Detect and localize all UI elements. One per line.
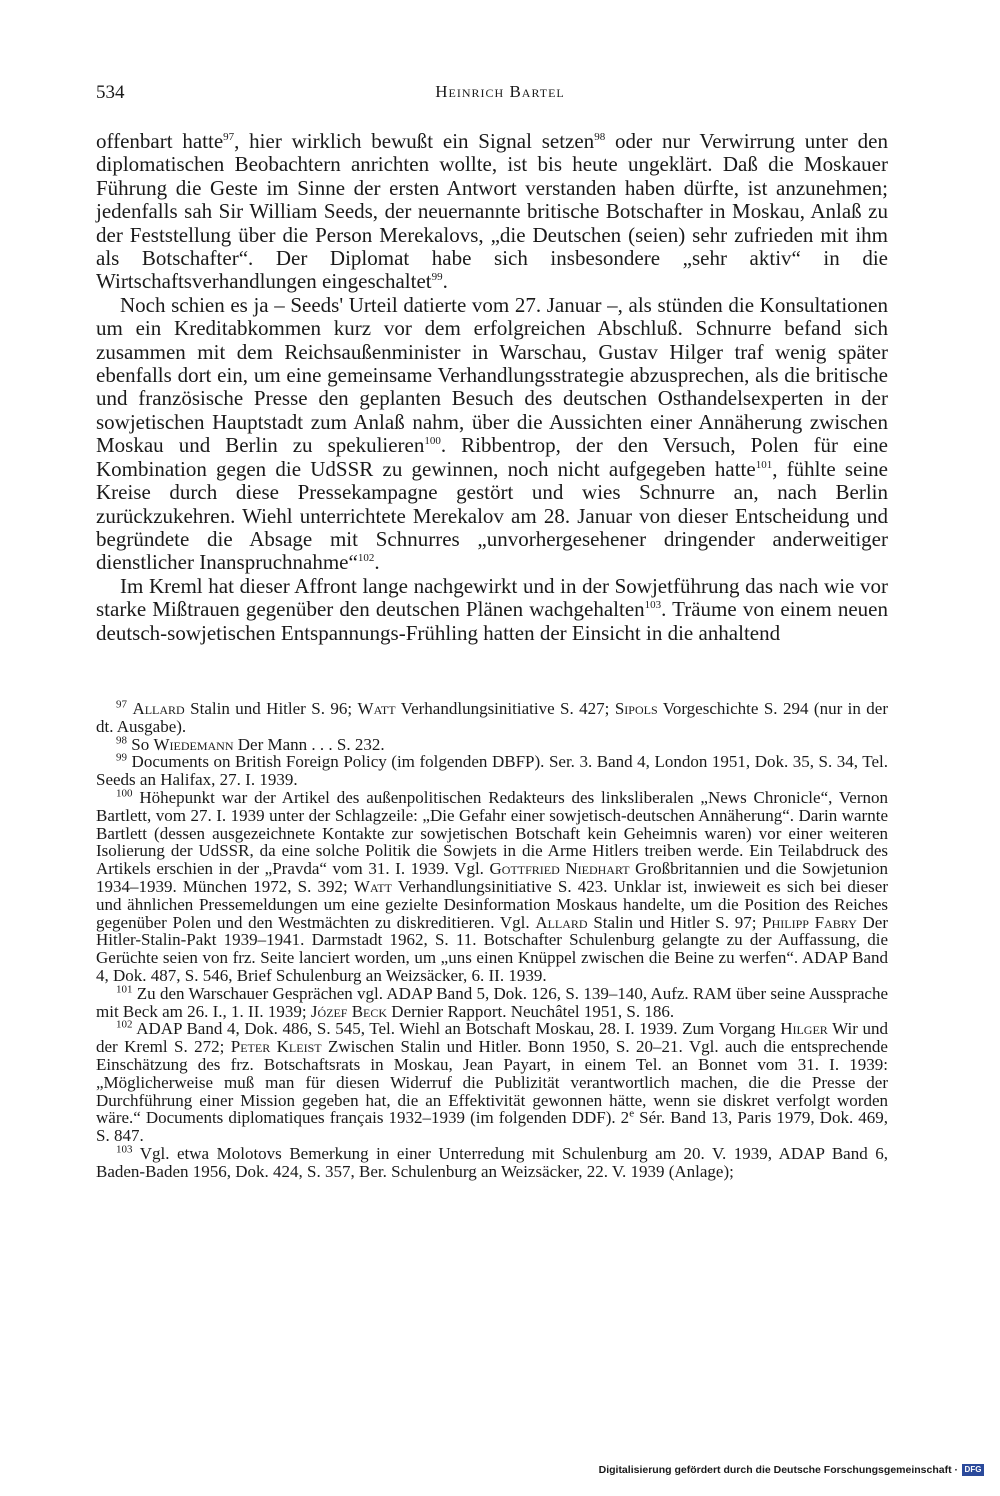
footnotes <box>96 700 888 1181</box>
author-name: Watt <box>357 699 396 718</box>
footnote-ref[interactable]: 103 <box>644 599 662 612</box>
footnote-number: 101 <box>116 983 133 996</box>
author-name: Philipp Fabry <box>762 912 857 932</box>
author-name: Hilger <box>780 1019 828 1039</box>
text: Dernier Rapport. Neuchâtel 1951, S. 186. <box>387 1001 675 1021</box>
author-name: Allard <box>132 699 185 718</box>
body-text <box>96 130 888 645</box>
dfg-logo-icon: DFG <box>962 1464 984 1476</box>
superscript: e <box>629 1107 635 1120</box>
text: ADAP Band 4, Dok. 486, S. 545, Tel. Wiehl an Botschaft Moskau, 28. I. 1939. Zum Vorgang <box>136 1019 781 1039</box>
footnote-ref[interactable]: 98 <box>594 131 606 143</box>
text: . <box>374 550 380 575</box>
text: . Träume von einem neuen deutsch-sowjetischen Entspannungs-Frühling hatten der Einsicht in die anhaltend <box>96 597 888 645</box>
footnote-ref[interactable]: 97 <box>223 131 235 143</box>
footnote-number: 100 <box>116 787 133 800</box>
text: Der Hitler-Stalin-Pakt 1939–1941. Darmstadt 1962, S. 11. Botschafter Schulenburg gelangte zu der Auffassung, die Gerüchte seien von frz. Seite lanciert worden, um „uns einen Knüppel zwischen die Beine zu werfen“. ADAP Band 4, Dok. 487, S. 546, Brief Schulenburg an Weizsäcker, 6. II. 1939. <box>96 912 888 985</box>
text: Vgl. etwa Molotovs Bemerkung in einer Unterredung mit Schulenburg am 20. V. 1939, ADAP Band 6, Baden-Baden 1956, Dok. 424, S. 357, Ber. Schulenburg an Weizsäcker, 22. V. 1939 (Anlage); <box>96 1143 888 1181</box>
text: Stalin und Hitler S. 97; <box>587 912 763 932</box>
author-name: Wiedemann <box>153 734 234 754</box>
text: , fühlte seine Kreise durch diese Pressekampagne gestört und wies Schnurre an, nach Berlin zurückzukehren. Wiehl unterrichtete Merekalov am 28. Januar von dieser Entscheidung und begründete die Absage mit Schnurres „unvorhergesehener dringender anderweitiger dienstlicher Inanspruchnahme“ <box>96 456 888 575</box>
footnote-97 <box>96 700 888 736</box>
funding-footer <box>599 1464 984 1476</box>
running-head: Heinrich Bartel <box>435 82 565 101</box>
funding-note: Digitalisierung gefördert durch die Deutsche Forschungsgemeinschaft · <box>598 1464 958 1476</box>
footnote-103 <box>96 1145 888 1181</box>
footnote-ref[interactable]: 99 <box>431 271 443 284</box>
text: Noch schien es ja – Seeds' Urteil datierte vom 27. Januar –, als stünden die Konsultationen um ein Kreditabkommen kurz vor dem erfolgreichen Abschluß. Schnurre befand sich zusammen mit dem Reichsaußenminister in Warschau, Gustav Hilger traf wenig später ebenfalls dort ein, um eine gemeinsame Verhandlungsstrategie abzusprechen, als die britische und französische Presse den geplanten Besuch des deutschen Osthandelsexperten in der sowjetischen Hauptstadt zum Anlaß nahm, über die Aussichten einer Annäherung zwischen Moskau und Berlin zu spekulieren <box>96 292 888 458</box>
author-name: Watt <box>353 876 392 896</box>
text: Zu den Warschauer Gesprächen vgl. ADAP Band 5, Dok. 126, S. 139–140, Aufz. RAM über seine Aussprache mit Beck am 26. I., 1. II. 1939; <box>96 983 888 1021</box>
text: . <box>442 269 448 294</box>
footnote-ref[interactable]: 101 <box>755 458 773 471</box>
text: Der Mann . . . S. 232. <box>233 734 385 754</box>
footnote-number: 99 <box>116 751 127 764</box>
footnote-ref[interactable]: 102 <box>357 552 375 565</box>
author-name: Józef Beck <box>310 1001 388 1021</box>
footnote-102 <box>96 1020 888 1145</box>
footnote-101 <box>96 985 888 1021</box>
text: Großbritannien und die Sowjetunion 1934–1939. München 1972, S. 392; <box>96 859 888 896</box>
footnote-99 <box>96 753 888 789</box>
author-name: Sipols <box>614 699 658 718</box>
text: , hier wirklich bewußt ein Signal setzen <box>234 129 595 153</box>
text: Documents on British Foreign Policy (im folgenden DBFP). Ser. 3. Band 4, London 1951, Dok. 35, S. 34, Tel. Seeds an Halifax, 27. I. 1939. <box>96 752 888 790</box>
text: oder nur Verwirrung unter den diplomatischen Beobachtern anrichten wollte, ist bis heute ungeklärt. Daß die Moskauer Führung die Geste im Sinne der ersten Antwort verstanden haben dürfte, ist anzunehmen; jedenfalls sah Sir William Seeds, der neuernannte britische Botschafter in Moskau, Anlaß zu der Feststellung über die Person Merekalovs, „die Deutschen (seien) sehr zufrieden mit ihm als Botschafter“. Der Diplomat habe sich insbesondere „sehr aktiv“ in die Wirtschaftsverhandlungen eingeschaltet <box>96 129 888 294</box>
footnote-ref[interactable]: 100 <box>424 435 441 448</box>
footnote-100 <box>96 789 888 985</box>
author-name: Gottfried Niedhart <box>489 859 630 879</box>
footnote-number: 98 <box>116 733 127 746</box>
text: Vorgeschichte S. 294 (nur in der dt. Ausgabe). <box>96 699 889 736</box>
text: Verhandlungsinitiative S. 427; <box>395 699 615 718</box>
paragraph-2 <box>96 294 888 575</box>
footnote-number: 97 <box>116 698 127 711</box>
paragraph-3 <box>96 575 888 645</box>
text: Stalin und Hitler S. 96; <box>184 699 358 718</box>
footnote-98 <box>96 733 888 754</box>
text: Verhandlungsinitiative S. 423. Unklar ist, inwieweit es sich bei dieser und ähnlichen Pressemeldungen um eine gezielte Desinformation Moskaus handelte, um die Position des Reiches gegenüber Polen und den Westmächten zu diskreditieren. Vgl. <box>96 876 888 932</box>
text: offenbart hatte <box>96 129 224 153</box>
text: So <box>131 734 154 754</box>
text: Zwischen Stalin und Hitler. Bonn 1950, S. 20–21. Vgl. auch die entsprechende Einschätzung des frz. Botschaftsrats in Moskau, Jean Payart, in einem Tel. an Bonnet vom 31. I. 1939: „Möglicherweise muß man für diesen Widerruf die Publizität verantwortlich machen, die die Presse der Durchführung einer Mission gegeben hat, die an Effektivität gewonnen hätte, wenn sie diskret verfolgt worden wäre.“ Documents diplomatiques français 1932–1939 (im folgenden DDF). 2 <box>96 1037 888 1128</box>
paragraph-1 <box>96 130 888 294</box>
footnote-number: 103 <box>116 1143 133 1156</box>
author-name: Allard <box>535 912 588 932</box>
footnote-number: 102 <box>116 1018 133 1031</box>
text: Sér. Band 13, Paris 1979, Dok. 469, S. 847. <box>96 1108 888 1146</box>
text: Höhepunkt war der Artikel des außenpolitischen Redakteurs des linksliberalen „News Chronicle“, Vernon Bartlett, vom 27. I. 1939 unter der Schlagzeile: „Die Gefahr einer sowjetisch-deutschen Annäherung“. Darin warnte Bartlett (dessen ausgezeichnete Kontakte zur sowjetischen Botschaft kein Geheimnis waren) vor einer weiteren Isolierung der UdSSR, da eine solche Politik die Sowjets in die Arme Hitlers treiben werde. Ein Teilabdruck des Artikels erschien in der „Pravda“ vom 31. I. 1939. Vgl. <box>96 787 889 879</box>
page-number: 534 <box>96 82 125 103</box>
text: . Ribbentrop, der den Versuch, Polen für eine Kombination gegen die UdSSR zu gewinnen, noch nicht aufgegeben hatte <box>96 433 889 481</box>
text: Im Kreml hat dieser Affront lange nachgewirkt und in der Sowjetführung das nach wie vor starke Mißtrauen gegenüber den deutschen Plänen wachgehalten <box>96 573 888 622</box>
text: Wir und der Kreml S. 272; <box>96 1019 888 1057</box>
author-name: Peter Kleist <box>230 1037 322 1057</box>
